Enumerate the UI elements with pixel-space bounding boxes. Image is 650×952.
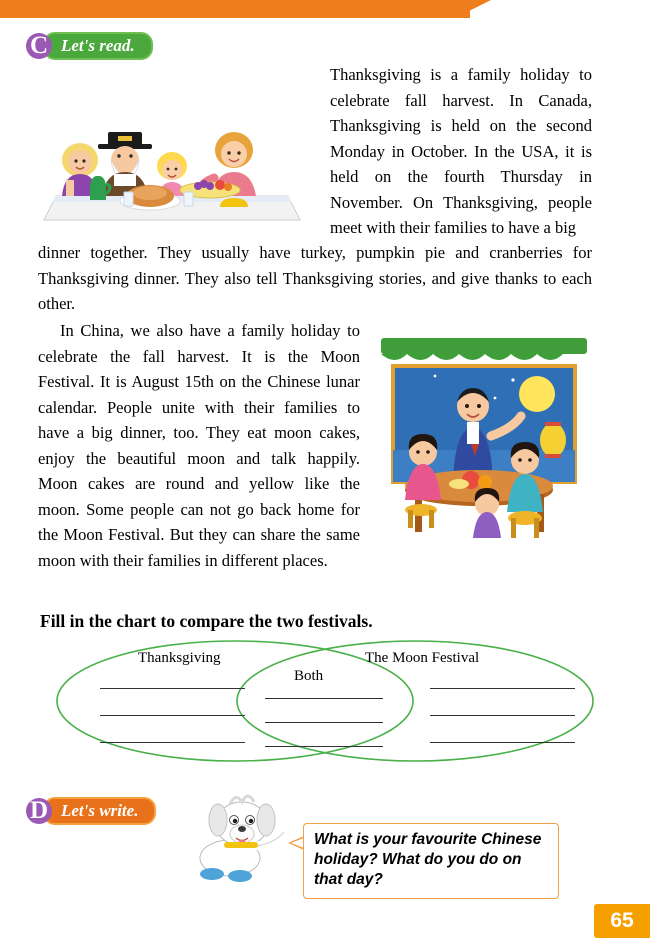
blank-line-left-2[interactable] <box>100 715 245 716</box>
blank-line-left-1[interactable] <box>100 688 245 689</box>
reading-paragraph-2: In China, we also have a family holiday to celebrate the fall harvest. It is the Moon Festival. It is August 15th on the Chinese lunar calendar. People unite with their families to have a big dinner, too. They eat moon cakes, enjoy the beautiful moon and talk happily. Moon cakes are round and yellow like the moon. Some people can not go back home for the Moon Festival. But they can share the same moon with their families in different places. <box>38 321 360 570</box>
section-label-write: Let's write. <box>43 797 156 825</box>
thanksgiving-dinner-image <box>38 88 310 228</box>
top-banner <box>0 0 650 18</box>
section-letter-c: C <box>26 33 52 59</box>
chart-instruction: Fill in the chart to compare the two festivals. <box>40 611 373 631</box>
venn-label-moon-festival: The Moon Festival <box>365 650 480 666</box>
blank-line-right-2[interactable] <box>430 715 575 716</box>
section-label-read: Let's read. <box>43 32 153 60</box>
blank-line-right-3[interactable] <box>430 742 575 743</box>
blank-line-center-3[interactable] <box>265 746 383 747</box>
blank-line-center-1[interactable] <box>265 698 383 699</box>
write-prompt-bubble: What is your favourite Chinese holiday? What do you do on that day? <box>303 823 559 899</box>
venn-label-thanksgiving: Thanksgiving <box>138 650 221 666</box>
dog-illustration <box>178 790 294 886</box>
venn-label-both: Both <box>294 668 324 684</box>
blank-line-right-1[interactable] <box>430 688 575 689</box>
venn-diagram <box>40 636 610 766</box>
section-tag-read <box>26 33 153 59</box>
reading-paragraph-1-right: Thanksgiving is a family holiday to celebrate fall harvest. In Canada, Thanksgiving is held on the second Monday in October. In the USA, it is held on the fourth Thursday in November. On Thanksgiving, people meet with their families to have a big <box>330 65 592 237</box>
moon-festival-image <box>375 332 593 547</box>
reading-paragraph-1-continued: dinner together. They usually have turkey, pumpkin pie and cranberries for Thanksgiving dinner. They also tell Thanksgiving stories, and give thanks to each other. <box>38 243 592 313</box>
top-banner-bar <box>0 0 470 18</box>
section-letter-d: D <box>26 798 52 824</box>
page-number: 65 <box>594 904 650 938</box>
section-tag-write <box>26 798 156 824</box>
blank-line-left-3[interactable] <box>100 742 245 743</box>
top-banner-slope <box>455 0 491 18</box>
blank-line-center-2[interactable] <box>265 722 383 723</box>
